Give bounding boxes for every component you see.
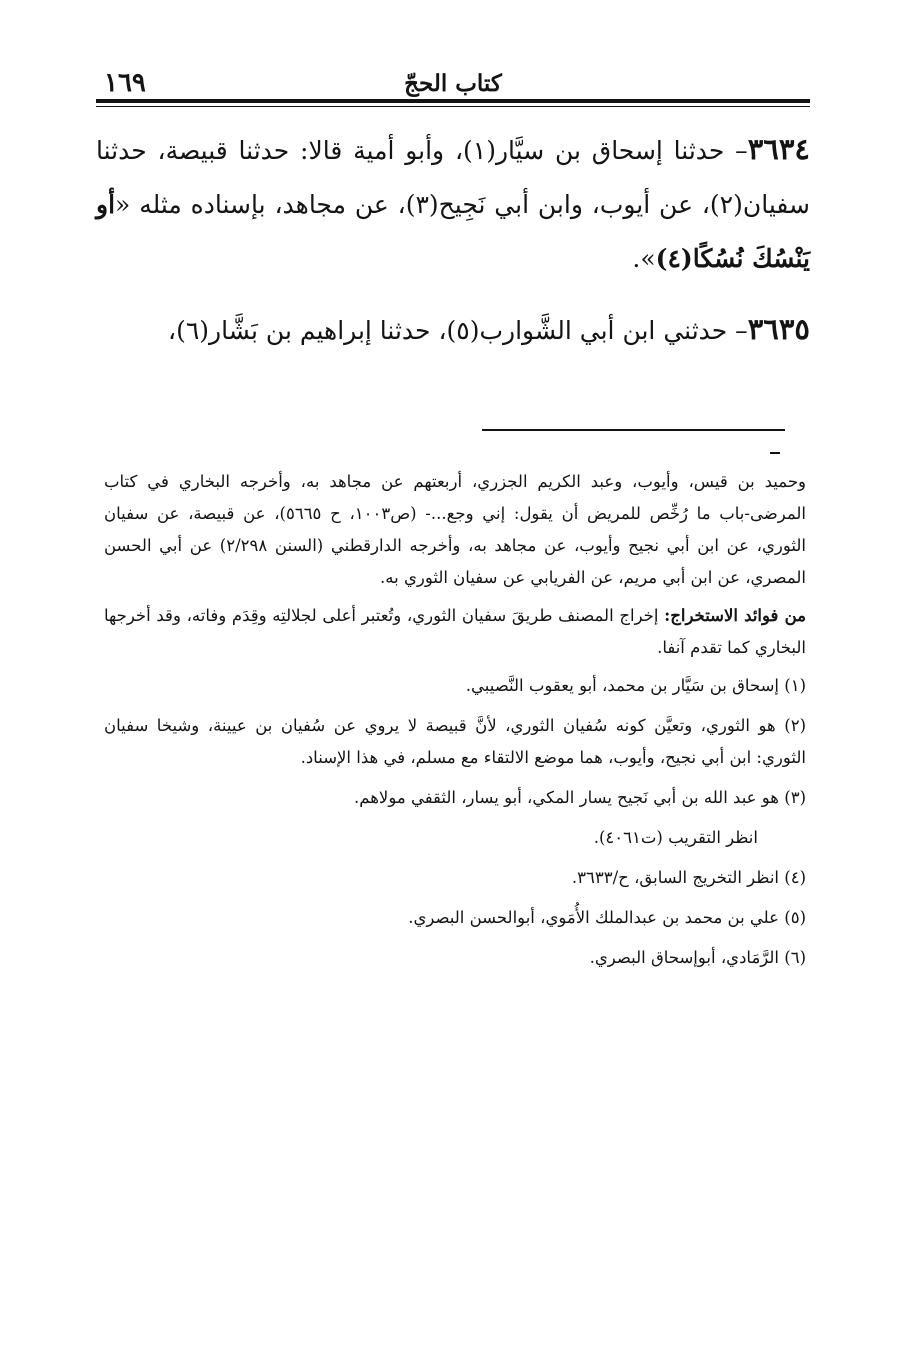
footnote-2: (٢) هو الثوري، وتعيَّن كونه سُفيان الثوري، لأنَّ قبيصة لا يروي عن سُفيان بن عيينة، وشيخا سفيان الثوري: ابن أبي نجيح، وأيوب، هما موضع الالتقاء مع مسلم، في هذا الإسناد. <box>104 716 806 767</box>
footnote-3-reference: انظر التقريب (ت٤٠٦١). <box>593 828 758 847</box>
extraction-benefits <box>104 600 806 664</box>
footnote-3: (٣) هو عبد الله بن أبي نَجيح يسار المكي، أبو يسار، الثقفي مولاهم. <box>354 788 806 807</box>
hadith-text: – حدثنا إسحاق بن سيَّار(١)، وأبو أمية قالا: حدثنا قبيصة، حدثنا سفيان(٢)، عن أيوب، وابن أبي نَجِيح(٣)، عن مجاهد، بإسناده مثله « <box>96 136 810 219</box>
footnote-continuation-mark <box>770 452 780 454</box>
footnote-4: (٤) انظر التخريج السابق، ح/٣٦٣٣. <box>571 868 806 887</box>
hadith-3635 <box>96 302 810 358</box>
header-rule <box>96 99 810 103</box>
footnote-5: (٥) علي بن محمد بن عبدالملك الأُمَوي، أبوالحسن البصري. <box>408 908 806 927</box>
benefits-label: من فوائد الاستخراج: <box>664 606 806 625</box>
hadith-end: ». <box>632 244 656 273</box>
footnote-6: (٦) الرَّمَادي، أبوإسحاق البصري. <box>589 948 806 967</box>
hadith-text: – حدثني ابن أبي الشَّوارب(٥)، حدثنا إبراهيم بن بَشَّار(٦)، <box>168 316 748 345</box>
hadith-quote: أو يَنْسُكَ نُسُكًا(٤) <box>96 190 810 273</box>
hadith-number: ٣٦٣٥ <box>747 312 810 346</box>
footnotes <box>104 466 806 982</box>
running-title: كتاب الحجّ <box>404 70 502 97</box>
footnote-continuation: وحميد بن قيس، وأيوب، وعبد الكريم الجزري، أربعتهم عن مجاهد به، وأخرجه البخاري في كتاب المرضى-باب ما رُخِّص للمريض أن يقول: إني وجع...- (ص١٠٠٣، ح ٥٦٦٥)، عن قبيصة، عن سفيان الثوري، عن ابن أبي نجيح وأيوب، عن مجاهد به، وأخرجه الدارقطني (السنن ٢/٢٩٨) عن أبي الحسن المصري، عن ابن أبي مريم، عن الفريابي عن سفيان الثوري به. <box>104 472 806 587</box>
benefits-text: إخراج المصنف طريقَ سفيان الثوري، وتُعتبر أعلى لجلالتِه وقِدَم وفاته، وقد أخرجها البخاري كما تقدم آنفا. <box>104 606 806 657</box>
main-text <box>96 122 810 374</box>
page-number: ١٦٩ <box>104 68 146 98</box>
footnote-separator <box>482 429 785 431</box>
hadith-number: ٣٦٣٤ <box>747 132 810 166</box>
footnote-1: (١) إسحاق بن سَيَّار بن محمد، أبو يعقوب النَّصيبي. <box>465 676 806 695</box>
page-header <box>96 62 810 100</box>
hadith-3634 <box>96 122 810 286</box>
header-rule-thin <box>96 106 810 107</box>
